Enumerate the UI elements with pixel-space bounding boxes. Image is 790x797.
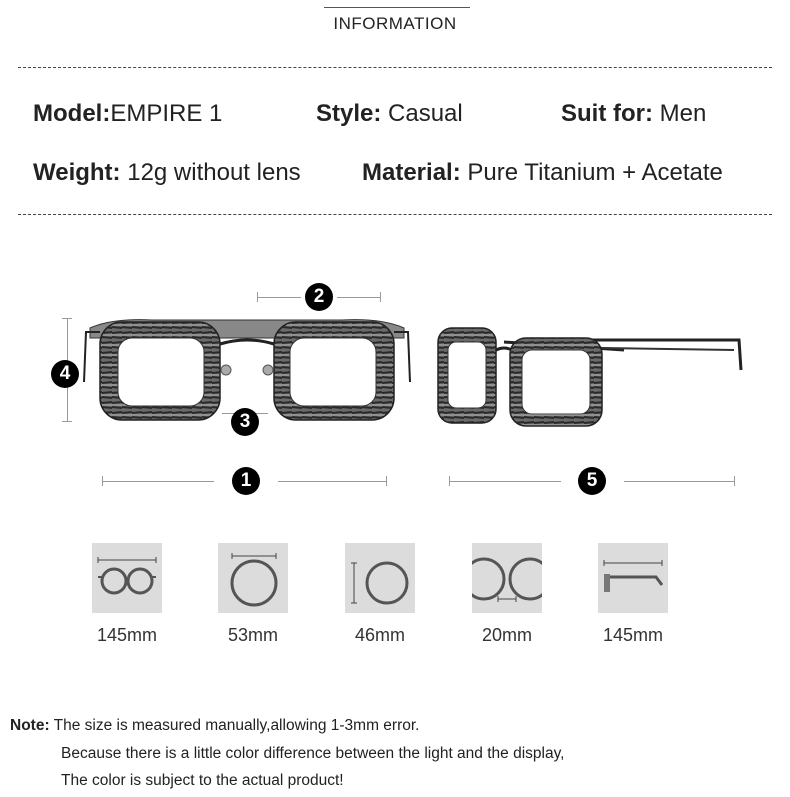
lens-width-icon [218,543,288,613]
size-label-temple-length: 145mm [602,625,664,645]
dim-2-line-right [337,297,381,298]
size-label-lens-width: 53mm [227,625,278,645]
temple-length-icon [598,543,668,613]
bridge-width-icon [472,543,542,613]
divider-top [18,67,772,68]
size-label-bridge-width: 20mm [481,625,532,645]
dim-5-line-left [449,481,561,482]
lens-height-icon [345,543,415,613]
spec-suit-for: Suit for: Men [561,100,707,127]
dim-4-tick-bottom [62,421,72,422]
header-rule [324,7,470,8]
dim-2-tick-right [380,292,381,302]
spec-material: Material: Pure Titanium + Acetate [362,159,723,186]
size-label-total-width: 145mm [96,625,158,645]
badge-1: 1 [232,467,260,495]
badge-3: 3 [231,408,259,436]
divider-bottom [18,214,772,215]
dim-5-line-right [624,481,734,482]
note-line-3: The color is subject to the actual product! [61,772,344,789]
dim-1-line-left [102,481,214,482]
page-title: INFORMATION [333,14,457,33]
note-line-2: Because there is a little color difference between the light and the display, [61,745,565,762]
note-line-1: Note: The size is measured manually,allowing 1-3mm error. [10,717,420,734]
badge-2: 2 [305,283,333,311]
dim-2-tick-left [257,292,258,302]
badge-4: 4 [51,360,79,388]
dim-4-tick-top [62,318,72,319]
dim-5-tick-left [449,476,450,486]
dim-5-tick-right [734,476,735,486]
size-label-lens-height: 46mm [354,625,405,645]
spec-weight: Weight: 12g without lens [33,159,301,186]
dim-1-tick-right [386,476,387,486]
glasses-side-view [434,320,744,430]
dim-1-tick-left [102,476,103,486]
spec-style: Style: Casual [316,100,463,127]
spec-model: Model:EMPIRE 1 [33,100,223,127]
badge-5: 5 [578,467,606,495]
dim-2-line-left [257,297,301,298]
dim-1-line-right [278,481,386,482]
total-width-icon [92,543,162,613]
